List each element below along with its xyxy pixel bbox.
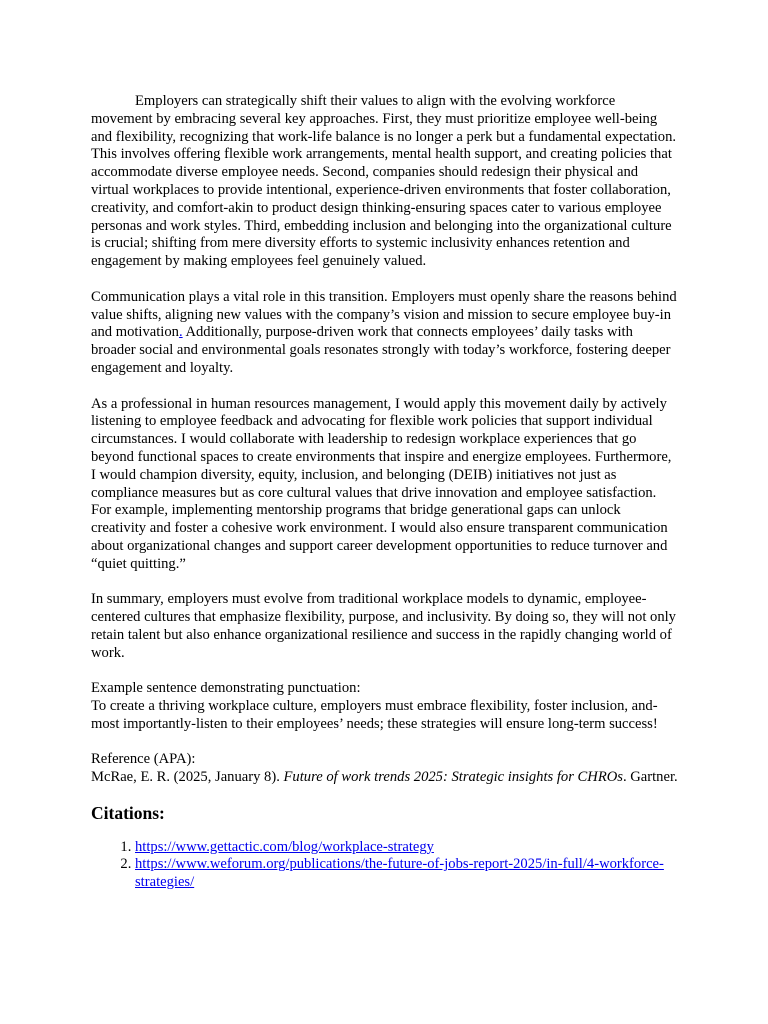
paragraph-communication (91, 289, 678, 378)
paragraph-communication-text-end: Additionally, purpose-driven work that connects employees’ daily tasks with broader social and environmental goals resonates strongly with today’s workforce, fostering deeper engagement and loyalty. (91, 324, 671, 376)
paragraph-summary: In summary, employers must evolve from traditional workplace models to dynamic, employee-centered cultures that emphasize flexibility, purpose, and inclusivity. By doing so, they will not only retain talent but also enhance organizational resilience and success in the rapidly changing world of work. (91, 591, 676, 661)
citation-item (135, 839, 678, 857)
reference-title: Future of work trends 2025: Strategic insights for CHROs (283, 769, 623, 786)
reference-publisher: . Gartner. (622, 769, 678, 786)
inline-link[interactable]: . (178, 324, 183, 341)
reference-block (91, 751, 678, 787)
example-sentence: To create a thriving workplace culture, employers must embrace flexibility, foster inclusion, and-most importantly-listen to their employees’ needs; these strategies will ensure long-term success! (91, 698, 658, 732)
citations-list (91, 839, 678, 892)
reference-entry (91, 769, 678, 787)
paragraph-workforce-values: Employers can strategically shift their values to align with the evolving workforce movement by embracing several key approaches. First, they must prioritize employee well-being and flexibility, recognizing that work-life balance is no longer a perk but a fundamental expectation. This involves offering flexible work arrangements, mental health support, and creating policies that accommodate diverse employee needs. Second, companies should redesign their physical and virtual workplaces to provide intentional, experience-driven environments that foster collaboration, creativity, and comfort-akin to product design thinking-ensuring spaces cater to various employee personas and work styles. Third, embedding inclusion and belonging into the organizational culture is crucial; shifting from mere diversity efforts to systemic inclusivity enhances retention and engagement by making employees feel genuinely valued. (91, 93, 677, 270)
citation-item (135, 856, 678, 892)
citations-heading: Citations: (91, 802, 165, 823)
reference-label: Reference (APA): (91, 751, 196, 768)
document-body (91, 93, 678, 892)
example-label: Example sentence demonstrating punctuation: (91, 680, 361, 697)
paragraph-communication-text-start: Communication plays a vital role in this transition. Employers must openly share the reasons behind value shifts, aligning new values with the company’s vision and mission to secure employee buy-in and motivation (91, 288, 677, 341)
paragraph-hr-professional: As a professional in human resources management, I would apply this movement daily by actively listening to employee feedback and advocating for flexible work policies that support individual circumstances. I would collaborate with leadership to redesign workplace experiences that go beyond functional spaces to create environments that inspire and energize employees. Furthermore, I would champion diversity, equity, inclusion, and belonging (DEIB) initiatives not just as compliance measures but as core cultural values that drive innovation and employee satisfaction. For example, implementing mentorship programs that bridge generational gaps can unlock creativity and foster a cohesive work environment. I would also ensure transparent communication about organizational changes and support career development opportunities to reduce turnover and “quiet quitting.” (91, 395, 672, 572)
citation-link-weforum[interactable]: https://www.weforum.org/publications/the-future-of-jobs-report-2025/in-full/4-workforce-strategies/ (135, 856, 664, 891)
citation-link-gettactic[interactable]: https://www.gettactic.com/blog/workplace-strategy (135, 838, 434, 855)
reference-authors-date: McRae, E. R. (2025, January 8). (91, 769, 284, 786)
example-block (91, 680, 678, 733)
